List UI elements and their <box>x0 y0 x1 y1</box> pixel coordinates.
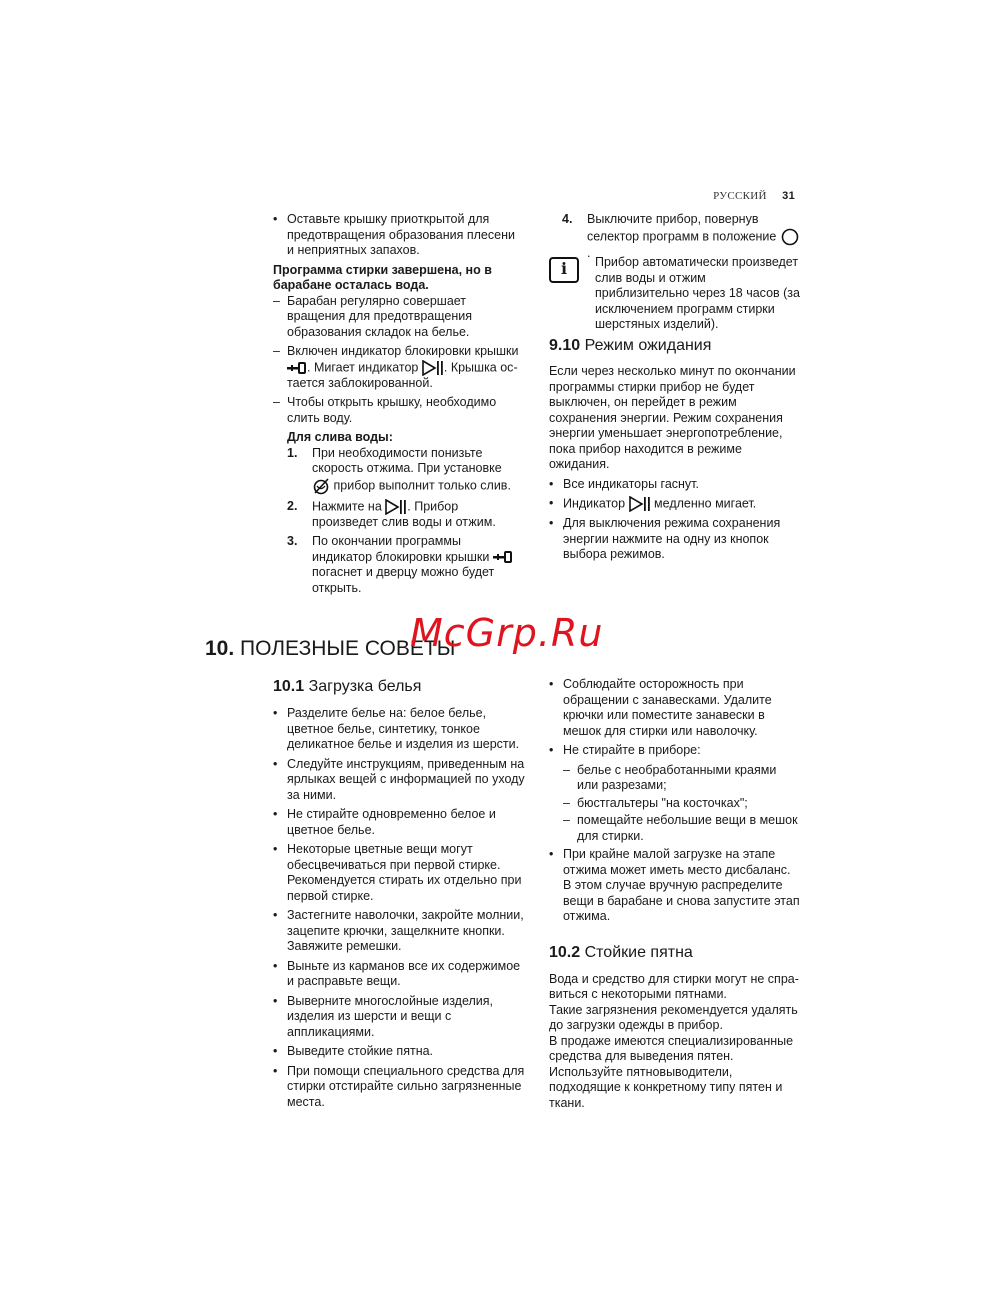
watermark: McGrp.Ru <box>410 611 604 655</box>
paragraph: Такие загрязнения рекомендуется удалять до загрузки одежды в прибор. <box>549 1002 798 1032</box>
list-item: • Индикатор медленно мигает. <box>549 496 757 511</box>
start-pause-icon <box>629 496 651 512</box>
chapter-heading: 10. ПОЛЕЗНЫЕ СОВЕТЫ <box>205 637 456 660</box>
paragraph: Вода и средство для стирки могут не справиться с некоторыми пятнами. <box>549 971 799 1001</box>
right-bottom-column <box>549 677 801 1111</box>
list-item: • Выверните многослойные изделия, изделия из шерсти и вещи с аппликациями. <box>273 993 494 1039</box>
off-position-icon <box>780 228 800 246</box>
list-item: 4. Выключите прибор, повернув селектор программ в положение . <box>562 212 802 261</box>
page-header <box>713 189 795 205</box>
list-item: – помещайте небольшие вещи в мешок для стирки. <box>563 813 798 843</box>
list-item: • Разделите белье на: белое белье, цветное белье, синтетику, тонкое деликатное белье и изделия из шерсти. <box>273 706 520 751</box>
list-item: • Не стирайте одновременно белое и цветное белье. <box>273 807 496 837</box>
list-item: • При крайне малой загрузке на этапе отжима может иметь место дисбаланс. В этом случае вручную распределите вещи в барабане и снова запустите этап отжима. <box>549 847 800 923</box>
list-item: • Некоторые цветные вещи могут обесцвечиваться при первой стирке. Рекомендуется стирать их отдельно при первой стирке. <box>273 842 522 903</box>
drain-heading: Для слива воды: <box>287 430 393 444</box>
language-label: РУССКИЙ <box>713 190 767 202</box>
list-item: • Для выключения режима сохранения энергии нажмите на одну из кнопок выбора режимов. <box>549 516 781 561</box>
list-item: • Все индикаторы гаснут. <box>549 476 699 491</box>
start-pause-icon <box>385 499 407 515</box>
standby-section <box>549 336 801 567</box>
lid-lock-icon <box>287 362 307 374</box>
list-item: • Застегните наволочки, закройте молнии, зацепите крючки, защелкните кнопки. Завяжите ремешки. <box>273 908 524 953</box>
list-item: • Выньте из карманов все их содержимое и расправьте вещи. <box>273 958 521 988</box>
list-item: – Включен индикатор блокировки крышки . Мигает индикатор . Крышка остается заблокированной. <box>273 344 519 390</box>
left-top-column <box>273 212 523 600</box>
list-item: • Соблюдайте осторожность при обращении с занавесками. Удалите крючки или поместите занавески в мешок для стирки или наволочку. <box>549 677 772 738</box>
list-item: 1. При необходимости понизьте скорость отжима. При установке прибор выполнит только слив. <box>287 446 523 495</box>
paragraph: В продаже имеются специализированные средства для выведения пятен. Используйте пятновыводители, подходящие к конкретному типу пятен и ткани. <box>549 1033 794 1110</box>
list-item: – белье с необработанными краями или разрезами; <box>563 762 777 792</box>
loading-section <box>273 677 525 1114</box>
section-heading: 10.2 Стойкие пятна <box>549 943 693 961</box>
lid-lock-icon <box>493 551 513 563</box>
list-item: • Выведите стойкие пятна. <box>273 1044 434 1058</box>
list-item: • Не стирайте в приборе: <box>549 743 701 757</box>
list-item: – Чтобы открыть крышку, необходимо слить воду. <box>273 395 497 425</box>
start-pause-icon <box>422 360 444 376</box>
list-item: • Следуйте инструкциям, приведенным на ярлыках вещей с информацией по уходу за ними. <box>273 756 525 802</box>
section-heading: 9.10 Режим ожидания <box>549 337 712 354</box>
list-item: • При помощи специального средства для стирки отстирайте сильно загрязненные места. <box>273 1063 525 1109</box>
list-item: – Барабан регулярно совершает вращения для предотвращения образования складок на белье. <box>273 293 472 339</box>
list-item: • Оставьте крышку приоткрытой для предотвращения образования плесени и неприятных запахов. <box>273 212 515 257</box>
info-icon: i <box>549 257 579 283</box>
section-heading: 10.1 Загрузка белья <box>273 678 422 695</box>
page-number: 31 <box>782 190 795 202</box>
list-item: 2. Нажмите на . Прибор произведет слив воды и отжим. <box>287 498 496 529</box>
paragraph: Если через несколько минут по окончании программы стирки прибор не будет выключен, он перейдет в режим сохранения энергии. Режим сохранения энергии уменьшает энергопотребление, пока прибор находится в режиме ожидания. <box>549 364 796 471</box>
info-text: Прибор автоматически произведет слив воды и отжим приблизительно через 18 часов (за исключением программ стирки шерстяных изделий). <box>595 255 800 331</box>
list-item: 3. По окончании программы индикатор блокировки крышки погаснет и дверцу можно будет открыть. <box>287 534 523 596</box>
subheading: Программа стирки завершена, но в барабане осталась вода. <box>273 262 492 292</box>
no-spin-icon <box>312 477 330 495</box>
list-item: – бюстгальтеры "на косточках"; <box>563 795 748 810</box>
